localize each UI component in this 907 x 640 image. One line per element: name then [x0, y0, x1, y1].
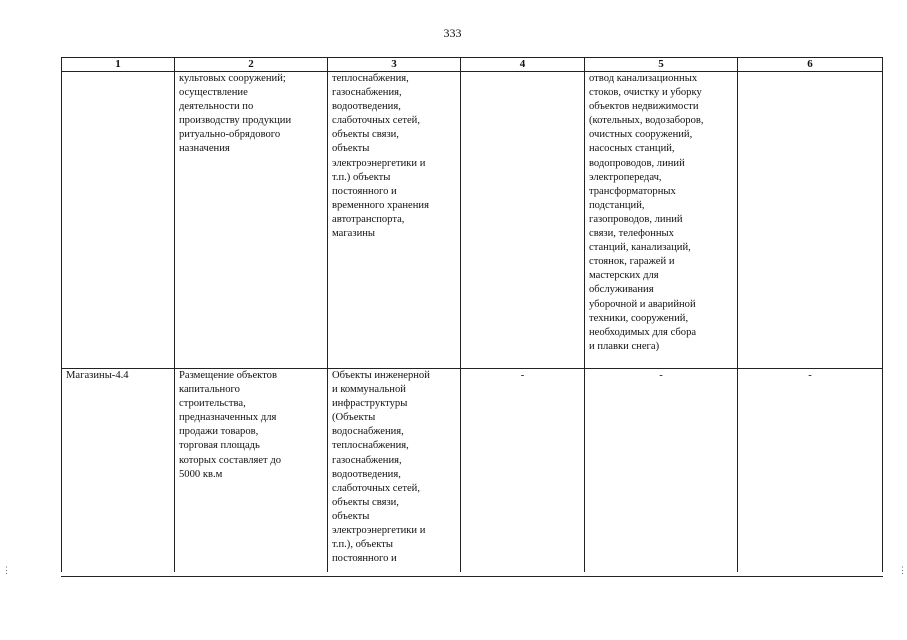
- regulations-table: [61, 57, 883, 572]
- cell-col4: [461, 72, 585, 369]
- cell-col5: -: [585, 369, 738, 573]
- cell-use-type: [62, 72, 175, 369]
- table-bottom-rule: [61, 576, 883, 577]
- scan-edge-mark-right: ⋮: [898, 565, 907, 575]
- page-number: 333: [443, 26, 462, 40]
- table-row: [62, 72, 883, 369]
- scan-edge-mark-left: ⋮: [2, 565, 11, 575]
- column-header-6: 6: [738, 58, 883, 72]
- header-row: [62, 58, 883, 72]
- column-header-1: 1: [62, 58, 175, 72]
- cell-col5: отвод канализационных стоков, очистку и уборку объектов недвижимости (котельных, водозаборов, очистных сооружений, насосных станций, водопроводов, линий электропередач, трансформаторных подстанций, газопроводов, линий связи, телефонных станций, канализаций, стоянок, гаражей и мастерских для обслуживания уборочной и аварийной техники, сооружений, необходимых для сбора и плавки снега): [585, 72, 738, 369]
- column-header-3: 3: [328, 58, 461, 72]
- column-header-5: 5: [585, 58, 738, 72]
- column-header-4: 4: [461, 58, 585, 72]
- cell-col4: -: [461, 369, 585, 573]
- table-row: [62, 369, 883, 573]
- cell-auxiliary-uses: Объекты инженерной и коммунальной инфраструктуры (Объекты водоснабжения, теплоснабжения, газоснабжения, водоотведения, слаботочных сетей, объекты связи, объекты электроэнергетики и т.п.), объекты постоянного и: [328, 369, 461, 573]
- cell-use-type: Магазины-4.4: [62, 369, 175, 573]
- cell-description: культовых сооружений; осуществление деятельности по производству продукции ритуально-обрядового назначения: [175, 72, 328, 369]
- cell-description: Размещение объектов капитального строительства, предназначенных для продажи товаров, торговая площадь которых составляет до 5000 кв.м: [175, 369, 328, 573]
- cell-auxiliary-uses: теплоснабжения, газоснабжения, водоотведения, слаботочных сетей, объекты связи, объекты электроэнергетики и т.п.) объекты постоянного и временного хранения автотранспорта, магазины: [328, 72, 461, 369]
- table-header: [62, 58, 883, 72]
- cell-col6: -: [738, 369, 883, 573]
- column-header-2: 2: [175, 58, 328, 72]
- cell-col6: [738, 72, 883, 369]
